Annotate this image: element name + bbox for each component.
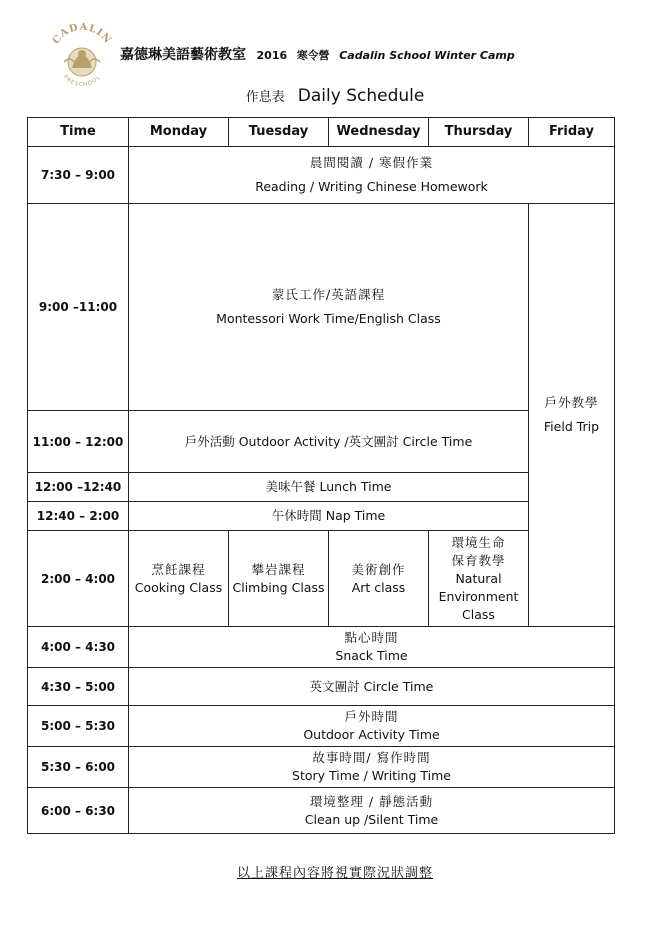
activity-cell [129, 668, 615, 706]
header-row [28, 118, 615, 147]
time-cell: 2:00 – 4:00 [28, 531, 129, 627]
table-row [28, 502, 615, 531]
footer-note [0, 862, 670, 881]
activity-en: Story Time / Writing Time [292, 768, 451, 783]
time-cell: 11:00 – 12:00 [28, 411, 129, 473]
time-cell: 4:00 – 4:30 [28, 627, 129, 668]
activity-text: 午休時間 Nap Time [271, 508, 386, 523]
table-row [28, 411, 615, 473]
activity-en: Reading / Writing Chinese Homework [255, 179, 488, 194]
wednesday-zh: 美術創作 [351, 561, 406, 577]
page-header [42, 18, 632, 88]
table-row [28, 204, 615, 411]
col-header-monday: Monday [129, 118, 229, 147]
title-zh: 作息表 [245, 90, 285, 105]
activity-cell [129, 473, 529, 502]
time-cell: 9:00 –11:00 [28, 204, 129, 411]
thursday-zh-line1: 環境生命 [451, 534, 506, 550]
footer-note-text: 以上課程內容將視實際況狀調整 [236, 866, 433, 881]
logo-text-bottom: PRESCHOOL [61, 74, 103, 89]
activity-text: 英文團討 Circle Time [309, 678, 434, 694]
thursday-en-line1: Natural [455, 570, 502, 586]
time-cell: 5:00 – 5:30 [28, 706, 129, 747]
time-cell: 5:30 – 6:00 [28, 747, 129, 788]
activity-zh: 故事時間/ 寫作時間 [312, 750, 431, 765]
thursday-class-cell [429, 531, 529, 627]
table-row [28, 788, 615, 834]
activity-zh: 晨間閱讀 / 寒假作業 [309, 155, 434, 170]
table-row [28, 668, 615, 706]
activity-cell [129, 411, 529, 473]
table-row [28, 147, 615, 204]
activity-zh: 點心時間 [344, 630, 399, 645]
friday-en: Field Trip [543, 419, 600, 434]
activity-en: Outdoor Activity Time [303, 727, 440, 742]
thursday-zh-line2: 保育教學 [451, 552, 506, 568]
activity-text: 美味午餐 Lunch Time [265, 479, 392, 494]
time-cell: 7:30 – 9:00 [28, 147, 129, 204]
wednesday-class-cell [329, 531, 429, 627]
time-cell: 4:30 – 5:00 [28, 668, 129, 706]
wednesday-en: Art class [351, 579, 406, 595]
activity-zh: 環境整理 / 靜態活動 [309, 793, 434, 809]
activity-text: 戶外活動 Outdoor Activity /英文團討 Circle Time [184, 433, 473, 449]
col-header-tuesday: Tuesday [229, 118, 329, 147]
camp-name-zh: 寒令營 [296, 49, 330, 62]
col-header-wednesday: Wednesday [329, 118, 429, 147]
tuesday-class-cell [229, 531, 329, 627]
activity-cell [129, 147, 615, 204]
activity-cell [129, 627, 615, 668]
activity-zh: 蒙氏工作/英語課程 [271, 287, 386, 302]
thursday-en-line2: Environment [438, 588, 519, 604]
time-cell: 6:00 – 6:30 [28, 788, 129, 834]
monday-en: Cooking Class [134, 579, 223, 595]
camp-name-en: Cadalin School Winter Camp [339, 49, 515, 62]
table-row [28, 473, 615, 502]
activity-en: Clean up /Silent Time [304, 811, 439, 827]
friday-zh: 戶外教學 [544, 395, 599, 410]
table-row [28, 531, 615, 627]
header-title-line [120, 44, 515, 64]
time-cell: 12:40 – 2:00 [28, 502, 129, 531]
activity-en: Montessori Work Time/English Class [216, 311, 441, 326]
activity-cell [129, 747, 615, 788]
table-row [28, 706, 615, 747]
title-en: Daily Schedule [297, 86, 425, 106]
table-row [28, 627, 615, 668]
col-header-friday: Friday [529, 118, 615, 147]
tuesday-zh: 攀岩課程 [251, 561, 306, 577]
thursday-en-line3: Class [462, 606, 495, 622]
logo-text-top: CADALIN [50, 21, 114, 47]
activity-cell [129, 502, 529, 531]
svg-text:CADALIN [51, 22, 113, 47]
time-cell: 12:00 –12:40 [28, 473, 129, 502]
activity-zh: 戶外時間 [344, 709, 399, 724]
activity-cell [129, 788, 615, 834]
monday-class-cell [129, 531, 229, 627]
friday-field-trip-cell [529, 204, 615, 627]
page-title [0, 86, 670, 106]
activity-cell [129, 706, 615, 747]
schedule-table [27, 117, 615, 834]
monday-zh: 烹飪課程 [151, 561, 206, 577]
camp-year: 2016 [256, 49, 288, 62]
activity-cell [129, 204, 529, 411]
tuesday-en: Climbing Class [232, 579, 325, 595]
col-header-time: Time [28, 118, 129, 147]
col-header-thursday: Thursday [429, 118, 529, 147]
table-row [28, 747, 615, 788]
activity-en: Snack Time [335, 648, 408, 663]
school-name-zh: 嘉德琳美語藝術教室 [120, 47, 246, 63]
